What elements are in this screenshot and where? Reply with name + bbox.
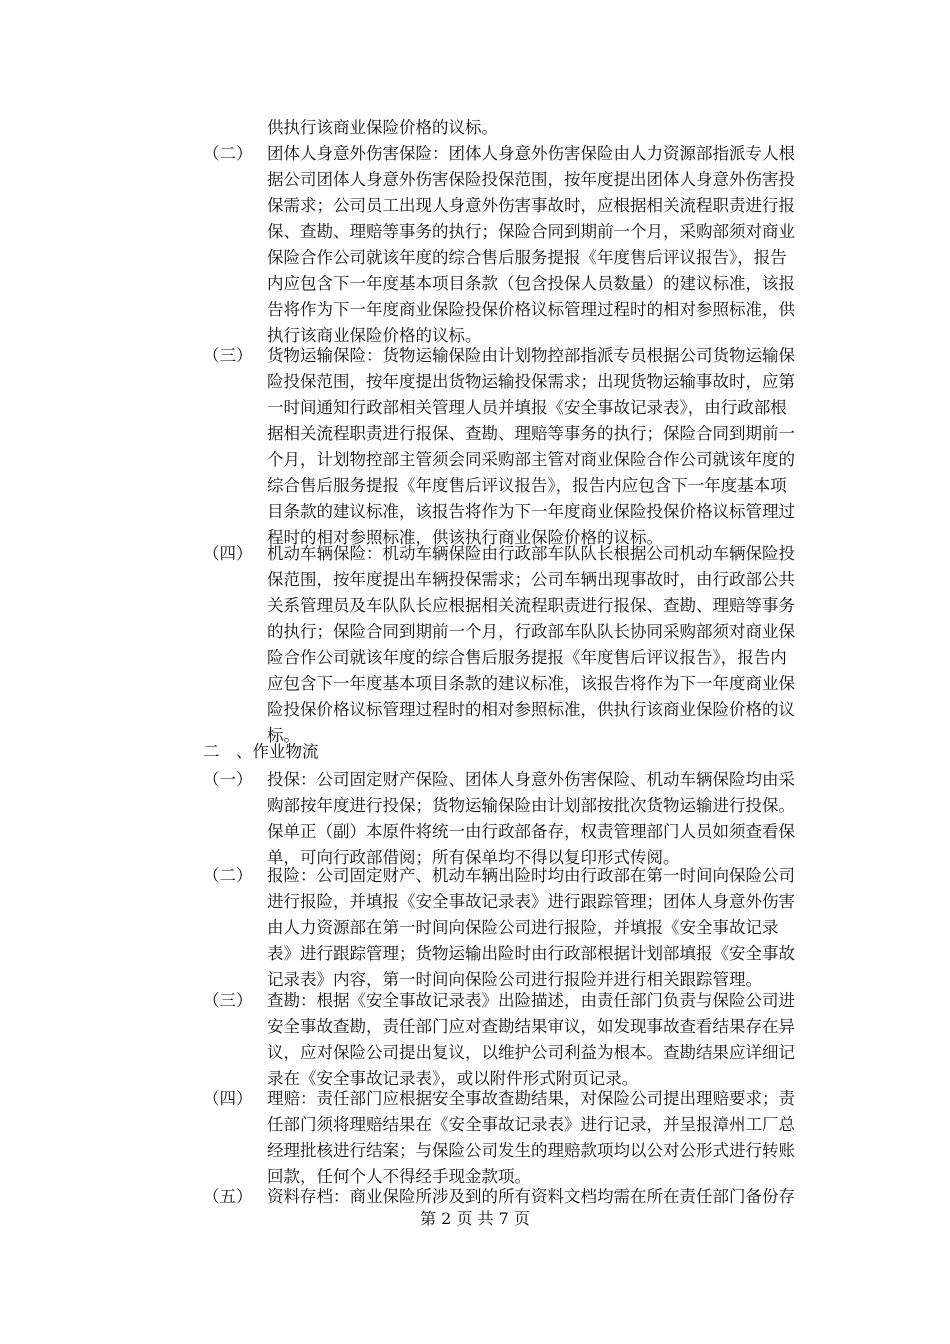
- paragraph-line: 保险合作公司就该年度的综合售后服务提报《年度售后评议报告》，报告: [267, 248, 787, 267]
- paragraph-line: 回款，任何个人不得经手现金款项。: [267, 1167, 531, 1186]
- paragraph-line: 保范围，按年度提出车辆投保需求；公司车辆出现事故时，由行政部公共: [267, 570, 795, 589]
- paragraph-line: 险投保范围，按年度提出货物运输投保需求；出现货物运输事故时，应第: [267, 372, 795, 391]
- clause-label: （二）: [203, 866, 253, 885]
- paragraph-line: 投保：公司固定财产保险、团体人身意外伤害保险、机动车辆保险均由采: [267, 770, 795, 789]
- paragraph-line: 告将作为下一年度商业保险投保价格议标管理过程时的相对参照标准，供: [267, 300, 795, 319]
- paragraph-line: 险投保价格议标管理过程时的相对参照标准，供执行该商业保险价格的议: [267, 700, 795, 719]
- paragraph-line: 执行该商业保险价格的议标。: [267, 326, 482, 345]
- clause-label: （五）: [203, 1187, 253, 1206]
- paragraph-line: 任部门须将理赔结果在《安全事故记录表》进行记录，并呈报漳州工厂总: [267, 1115, 795, 1134]
- paragraph-line: 的执行；保险合同到期前一个月，行政部车队队长协同采购部须对商业保: [267, 622, 795, 641]
- paragraph-line: 机动车辆保险：机动车辆保险由行政部车队队长根据公司机动车辆保险投: [267, 544, 795, 563]
- paragraph-line: 经理批核进行结案；与保险公司发生的理赔款项均以公对公形式进行转账: [267, 1141, 795, 1160]
- section-heading: 二 、作业物流: [203, 742, 319, 761]
- paragraph-line: 供执行该商业保险价格的议标。: [267, 118, 498, 137]
- paragraph-line: 查勘：根据《安全事故记录表》出险描述，由责任部门负责与保险公司进: [267, 991, 795, 1010]
- paragraph-line: 一时间通知行政部相关管理人员并填报《安全事故记录表》，由行政部根: [267, 398, 787, 417]
- paragraph-line: 标。: [267, 726, 300, 745]
- paragraph-line: 险合作公司就该年度的综合售后服务提报《年度售后评议报告》，报告内: [267, 648, 787, 667]
- paragraph-line: 程时的相对参照标准，供该执行商业保险价格的议标。: [267, 528, 663, 547]
- paragraph-line: 内应包含下一年度基本项目条款（包含投保人员数量）的建议标准，该报: [267, 274, 795, 293]
- paragraph-line: 团体人身意外伤害保险：团体人身意外伤害保险由人力资源部指派专人根: [267, 144, 795, 163]
- paragraph-line: 资料存档：商业保险所涉及到的所有资料文档均需在所在责任部门备份存: [267, 1187, 795, 1206]
- paragraph-line: 安全事故查勘，责任部门应对查勘结果审议，如发现事故查看结果存在异: [267, 1017, 795, 1036]
- paragraph-line: 目条款的建议标准，该报告将作为下一年度商业保险投保价格议标管理过: [267, 502, 795, 521]
- paragraph-line: 应包含下一年度基本项目条款的建议标准，该报告将作为下一年度商业保: [267, 674, 795, 693]
- paragraph-line: 据相关流程职责进行报保、查勘、理赔等事务的执行；保险合同到期前一: [267, 424, 795, 443]
- paragraph-line: 保需求；公司员工出现人身意外伤害事故时，应根据相关流程职责进行报: [267, 196, 795, 215]
- clause-label: （四）: [203, 1089, 253, 1108]
- paragraph-line: 报险：公司固定财产、机动车辆出险时均由行政部在第一时间向保险公司: [267, 866, 795, 885]
- paragraph-line: 关系管理员及车队队长应根据相关流程职责进行报保、查勘、理赔等事务: [267, 596, 795, 615]
- paragraph-line: 购部按年度进行投保；货物运输保险由计划部按批次货物运输进行投保。: [267, 796, 795, 815]
- paragraph-line: 表》进行跟踪管理；货物运输出险时由行政部根据计划部填报《安全事故: [267, 944, 795, 963]
- paragraph-line: 记录表》内容，第一时间向保险公司进行报险并进行相关跟踪管理。: [267, 970, 762, 989]
- paragraph-line: 保单正（副）本原件将统一由行政部备存，权责管理部门人员如须查看保: [267, 822, 795, 841]
- paragraph-line: 货物运输保险：货物运输保险由计划物控部指派专员根据公司货物运输保: [267, 346, 795, 365]
- paragraph-line: 综合售后服务提报《年度售后评议报告》，报告内应包含下一年度基本项: [267, 476, 787, 495]
- paragraph-line: 议，应对保险公司提出复议，以维护公司利益为根本。查勘结果应详细记: [267, 1043, 795, 1062]
- paragraph-line: 个月，计划物控部主管须会同采购部主管对商业保险合作公司就该年度的: [267, 450, 795, 469]
- page-number-footer: 第 2 页 共 7 页: [420, 1209, 530, 1228]
- clause-label: （一）: [203, 770, 253, 789]
- paragraph-line: 进行报险，并填报《安全事故记录表》进行跟踪管理；团体人身意外伤害: [267, 892, 795, 911]
- paragraph-line: 由人力资源部在第一时间向保险公司进行报险，并填报《安全事故记录: [267, 918, 779, 937]
- paragraph-line: 录在《安全事故记录表》，或以附件形式附页记录。: [267, 1069, 639, 1088]
- paragraph-line: 理赔：责任部门应根据安全事故查勘结果，对保险公司提出理赔要求；责: [267, 1089, 795, 1108]
- clause-label: （二）: [203, 144, 253, 163]
- paragraph-line: 保、查勘、理赔等事务的执行；保险合同到期前一个月，采购部须对商业: [267, 222, 795, 241]
- clause-label: （四）: [203, 544, 253, 563]
- paragraph-line: 单，可向行政部借阅；所有保单均不得以复印形式传阅。: [267, 848, 680, 867]
- clause-label: （三）: [203, 991, 253, 1010]
- clause-label: （三）: [203, 346, 253, 365]
- paragraph-line: 据公司团体人身意外伤害保险投保范围，按年度提出团体人身意外伤害投: [267, 170, 795, 189]
